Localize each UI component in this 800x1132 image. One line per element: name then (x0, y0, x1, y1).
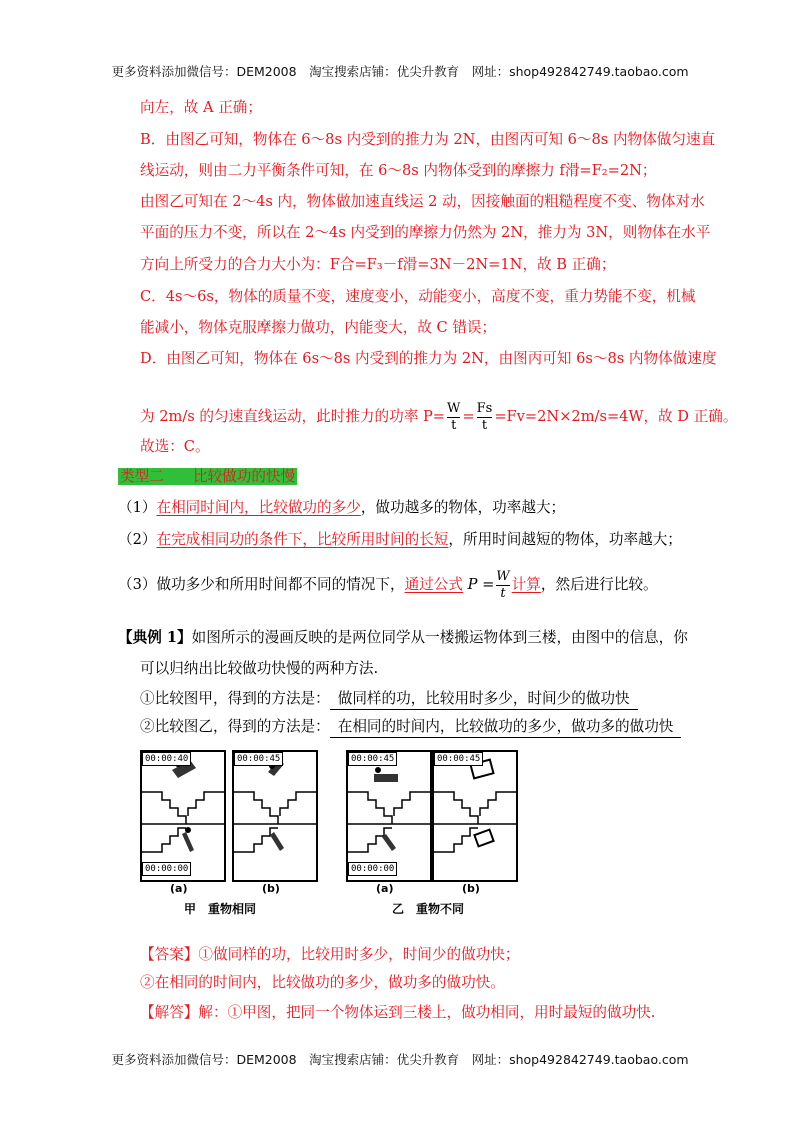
method-3-key-2: 计算 (511, 576, 541, 593)
stairs-illustration (142, 752, 224, 880)
label-yi-a: (a) (376, 882, 394, 895)
stairs-illustration (234, 752, 316, 880)
equals-sign: = (462, 408, 475, 425)
comic-figure (140, 750, 690, 920)
method-2-key: 在完成相同功的条件下，比较所用时间的长短 (156, 531, 449, 548)
example-question-1: 【典例 1】如图所示的漫画反映的是两位同学从一楼搬运物体到三楼，由图中的信息，你 (118, 629, 688, 646)
label-jia-b: (b) (262, 882, 280, 895)
label-jia-a: (a) (170, 882, 188, 895)
timer-jia-a-top: 00:00:40 (142, 752, 191, 766)
caption-jia: 甲 重物相同 (184, 902, 257, 916)
method-3: （3）做功多少和所用时间都不同的情况下，通过公式 P = $\frac{W}{t}$ 计算，然后进行比较。 (118, 568, 658, 601)
answer-2: ②在相同的时间内，比较做功的多少，做功多的做功快。 (140, 974, 505, 991)
method-3-key-1: 通过公式 (404, 576, 463, 593)
stairs-illustration (434, 752, 516, 880)
solution-line-9: D．由图乙可知，物体在 6s～8s 内受到的推力为 2N，由图丙可知 6s～8s 内物体做速度 (140, 350, 717, 367)
fill-blank-1: 做同样的功，比较用时多少，时间少的做功快 (330, 689, 638, 710)
method-1: （1）在相同时间内，比较做功的多少，做功越多的物体，功率越大； (118, 499, 566, 516)
timer-jia-a-bottom: 00:00:00 (142, 862, 191, 876)
solution-line-6: 方向上所受力的合力大小为：F合=F₃－f滑=3N－2N=1N，故 B 正确； (140, 256, 616, 273)
page-header: 更多资料添加微信号：DEM2008 淘宝搜索店铺：优尖升教育 网址：shop492842749.taobao.com (111, 64, 689, 79)
method-2: （2）在完成相同功的条件下，比较所用时间的长短，所用时间越短的物体，功率越大； (118, 531, 682, 548)
page-footer: 更多资料添加微信号：DEM2008 淘宝搜索店铺：优尖升教育 网址：shop492842749.taobao.com (111, 1052, 689, 1067)
section-title: 类型二 比较做功的快慢 (120, 468, 296, 485)
fraction-w-over-t: $\frac{W}{t}$ (447, 400, 461, 433)
method-1-key: 在相同时间内，比较做功的多少 (156, 499, 361, 516)
timer-jia-b-top: 00:00:45 (234, 752, 283, 766)
panel-yi-b (432, 750, 518, 882)
label-yi-b: (b) (462, 882, 480, 895)
formula-p: P = (467, 576, 495, 593)
example-answer-2: ②比较图乙，得到的方法是： 在相同的时间内，比较做功的多少，做功多的做功快 (140, 717, 681, 738)
stairs-illustration (348, 752, 430, 880)
analysis-1: 【解答】解：①甲图，把同一个物体运到三楼上，做功相同，用时最短的做功快. (140, 1004, 656, 1021)
solution-line-8: 能减小，物体克服摩擦力做功，内能变大，故 C 错误； (140, 319, 497, 336)
timer-yi-a-top: 00:00:45 (348, 752, 397, 766)
solution-line-3: 线运动，则由二力平衡条件可知，在 6～8s 内物体受到的摩擦力 f滑=F₂=2N； (140, 162, 657, 179)
example-question-2: 可以归纳出比较做功快慢的两种方法. (140, 660, 379, 677)
fraction-fs-over-t: $\frac{Fs}{t}$ (476, 400, 493, 433)
solution-line-5: 平面的压力不变，所以在 2～4s 内受到的摩擦力仍然为 2N，推力为 3N，则物体在水平 (140, 224, 711, 241)
solution-line-4: 由图乙可知在 2～4s 内，物体做加速直线运 2 动，因接触面的粗糙程度不变、物体对水 (140, 193, 705, 210)
solution-line-1: 向左，故 A 正确； (140, 99, 262, 116)
timer-yi-a-bottom: 00:00:00 (348, 862, 397, 876)
solution-line-7: C．4s～6s，物体的质量不变，速度变小，动能变小，高度不变，重力势能不变，机械 (140, 288, 696, 305)
example-answer-1: ①比较图甲，得到的方法是： 做同样的功，比较用时多少，时间少的做功快 (140, 689, 638, 710)
solution-line-10 (140, 395, 737, 439)
power-formula-tail: =Fv=2N×2m/s=4W，故 D 正确。 (494, 408, 738, 425)
solution-line-2: B．由图乙可知，物体在 6～8s 内受到的推力为 2N，由图丙可知 6～8s 内物体做匀速直 (140, 131, 716, 148)
panel-jia-b (232, 750, 318, 882)
power-formula-lead: 为 2m/s 的匀速直线运动，此时推力的功率 P= (140, 408, 445, 425)
answer-1: 【答案】①做同样的功，比较用时多少，时间少的做功快； (140, 946, 520, 963)
fill-blank-2: 在相同的时间内，比较做功的多少，做功多的做功快 (330, 717, 682, 738)
fraction-w-over-t-formula: $\frac{W}{t}$ (496, 568, 510, 601)
timer-yi-b-top: 00:00:45 (434, 752, 483, 766)
caption-yi: 乙 重物不同 (392, 902, 465, 916)
solution-line-11: 故选：C。 (140, 438, 210, 455)
